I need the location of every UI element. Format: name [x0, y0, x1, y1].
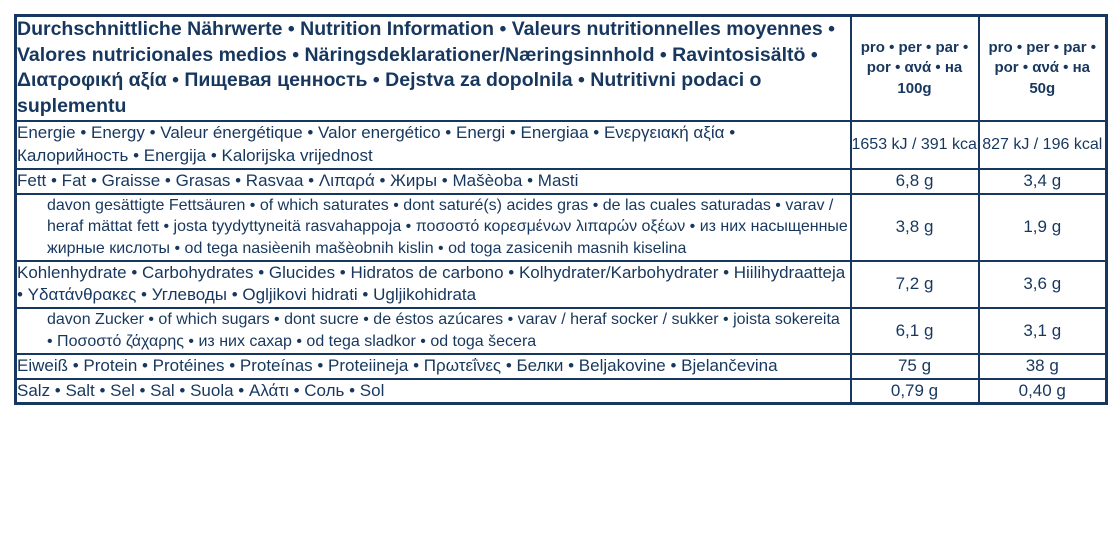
nutrient-label-energy: Energie • Energy • Valeur énergétique • Valor energético • Energi • Energiaa • Ενεργειακή αξία • Калорийность • Energija • Kalorijska vrijednost: [16, 121, 851, 169]
value-protein-100g: 75 g: [851, 354, 979, 379]
value-fat-100g: 6,8 g: [851, 169, 979, 194]
value-carbohydrates-50g: 3,6 g: [979, 261, 1107, 309]
value-salt-50g: 0,40 g: [1018, 381, 1066, 400]
value-salt-100g: 0,79 g: [851, 379, 979, 404]
table-row: [16, 354, 1107, 379]
value-energy-50g: 827 kJ / 196 kcal: [979, 121, 1107, 169]
nutrient-label-sugars: davon Zucker • of which sugars • dont sucre • de éstos azúcares • varav / heraf socker / sukker • joista sokereita • Ποσοστό ζάχαρης • из них сахар • od tega sladkor • od toga šecera: [16, 308, 851, 353]
value-protein-50g: 38 g: [979, 354, 1107, 379]
column-header-per-50g: pro • per • par • por • ανά • на 50g: [979, 16, 1107, 121]
value-saturates-100g: 3,8 g: [851, 194, 979, 261]
table-row: [16, 169, 1107, 194]
nutrient-label-saturates: davon gesättigte Fettsäuren • of which saturates • dont saturé(s) acides gras • de las cuales saturadas • varav / heraf mättat fett • josta tyydyttyneitä rasvahappoja • ποσοστό κορεσμένων λιπαρών οξέων • из них насыщенные жирные кислоты • od tega nasièenih mašèobnih kislin • od toga zasicenih masnih kiselina: [16, 194, 851, 261]
table-header-row: [16, 16, 1107, 121]
table-row: [16, 194, 1107, 261]
nutrient-label-fat: Fett • Fat • Graisse • Grasas • Rasvaa • Λιπαρά • Жиры • Mašèoba • Masti: [16, 169, 851, 194]
table-row: [16, 379, 1107, 404]
table-row: [16, 308, 1107, 353]
value-energy-100g: 1653 kJ / 391 kcal: [851, 121, 979, 169]
nutrition-header-title: Durchschnittliche Nährwerte • Nutrition Information • Valeurs nutritionnelles moyennes • Valores nutricionales medios • Näringsdeklarationer/Næringsinnhold • Ravintosisältö • Διατροφική αξία • Пищевая ценность • Dejstva za dopolnila • Nutritivni podaci o suplementu: [16, 16, 851, 121]
table-row: [16, 261, 1107, 309]
value-sugars-50g: 3,1 g: [979, 308, 1107, 353]
value-fat-50g: 3,4 g: [979, 169, 1107, 194]
nutrient-label-salt: Salz • Salt • Sel • Sal • Suola • Αλάτι • Соль • Sol: [16, 379, 851, 404]
column-header-per-100g: pro • per • par • por • ανά • на 100g: [851, 16, 979, 121]
table-row: [16, 121, 1107, 169]
nutrient-label-carbohydrates: Kohlenhydrate • Carbohydrates • Glucides • Hidratos de carbono • Kolhydrater/Karbohydrater • Hiilihydraatteja • Υδατάνθρακες • Углеводы • Ogljikovi hidrati • Ugljikohidrata: [16, 261, 851, 309]
value-sugars-100g: 6,1 g: [851, 308, 979, 353]
value-saturates-50g: 1,9 g: [979, 194, 1107, 261]
nutrition-table: [14, 14, 1108, 405]
nutrient-label-protein: Eiweiß • Protein • Protéines • Proteínas • Proteiineja • Πρωτεΐνες • Белки • Beljakovine • Bjelančevina: [16, 354, 851, 379]
value-carbohydrates-100g: 7,2 g: [851, 261, 979, 309]
